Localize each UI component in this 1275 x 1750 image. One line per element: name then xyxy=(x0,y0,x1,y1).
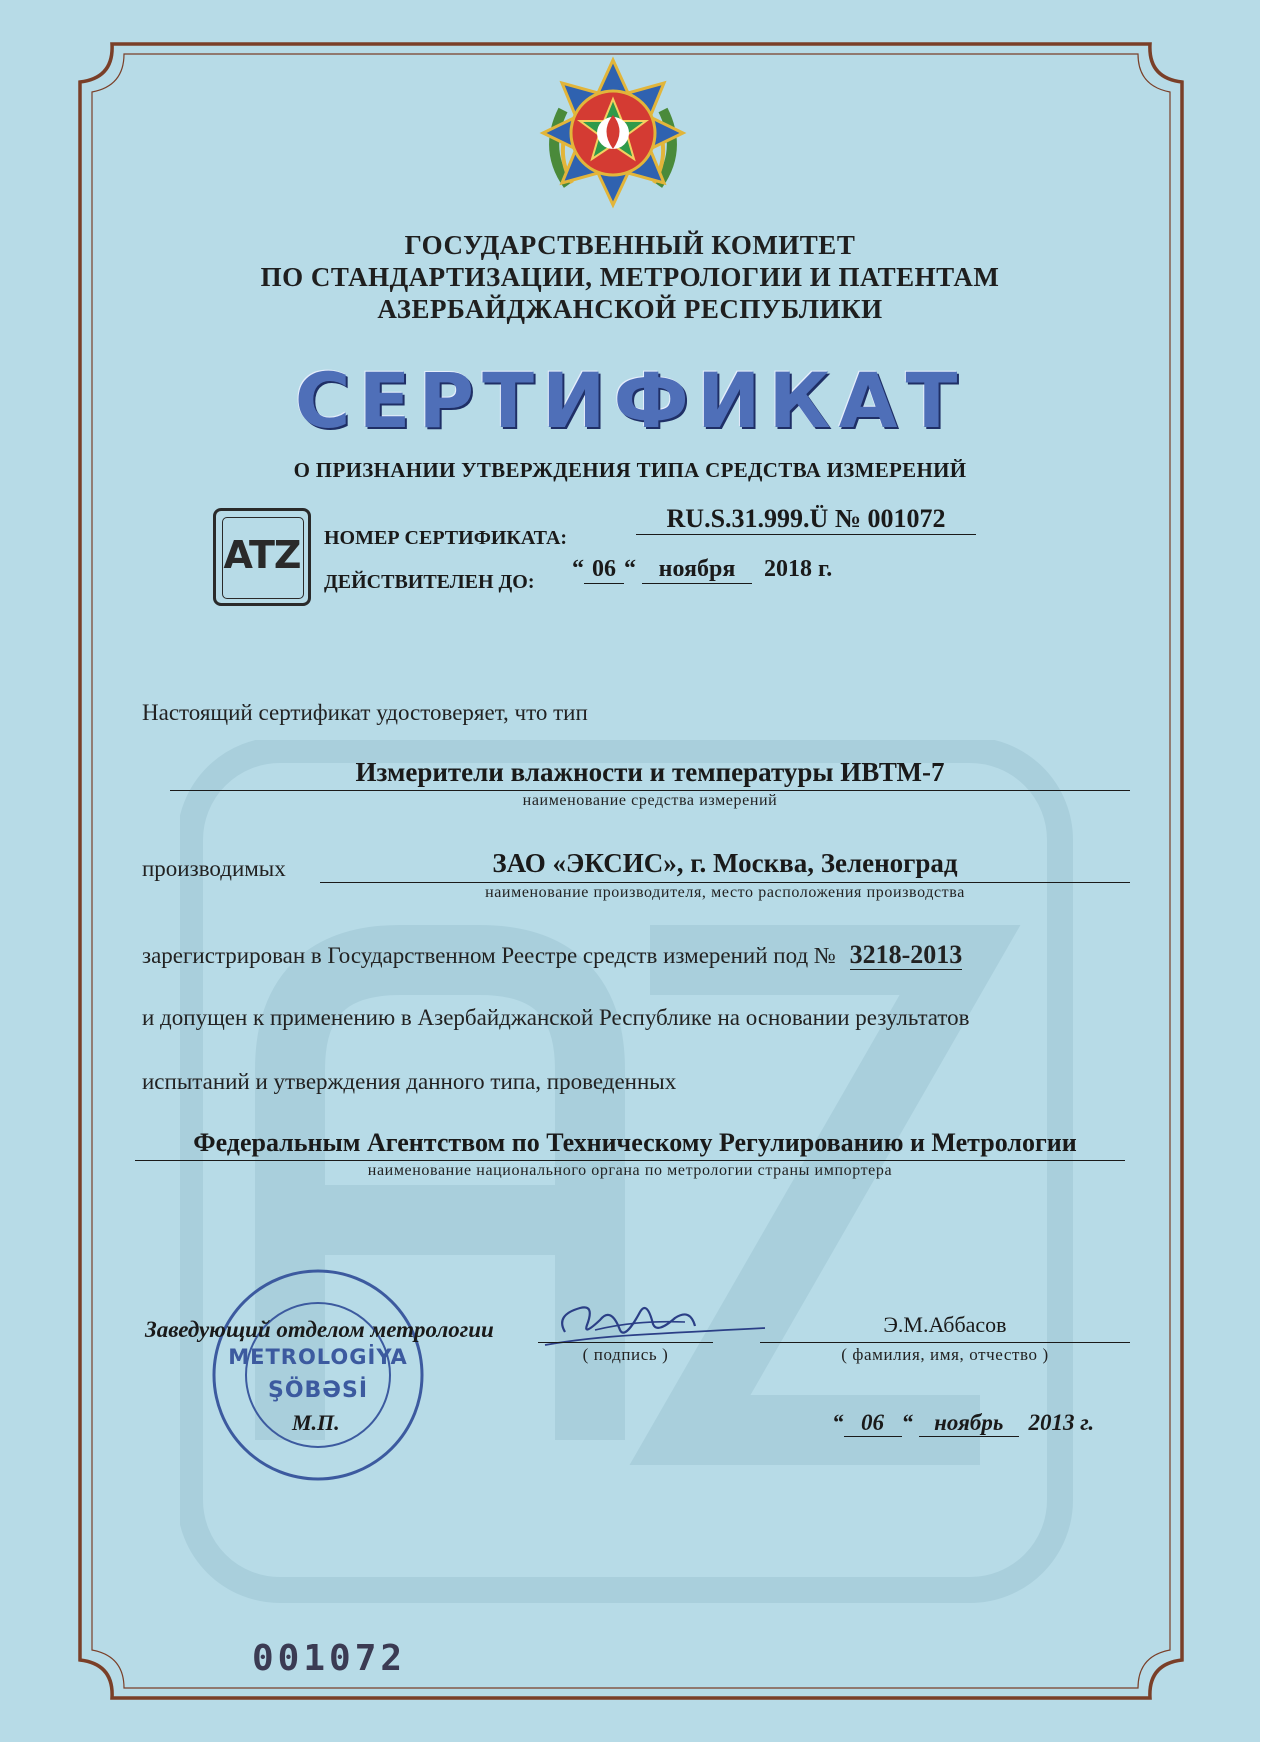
valid-day: 06 xyxy=(584,556,624,584)
valid-until-label: ДЕЙСТВИТЕЛЕН ДО: xyxy=(324,571,535,593)
signatory-position: Заведующий отделом метрологии xyxy=(145,1317,494,1342)
register-number: 3218-2013 xyxy=(849,940,963,969)
name-caption: ( фамилия, имя, отчество ) xyxy=(841,1345,1049,1364)
tests-text: испытаний и утверждения данного типа, проведенных xyxy=(142,1069,677,1094)
manufacturer: ЗАО «ЭКСИС», г. Москва, Зеленоград xyxy=(492,848,958,878)
date-year: 2013 г. xyxy=(1028,1410,1095,1435)
signatory-name: Э.М.Аббасов xyxy=(883,1312,1007,1337)
agency-name: Федеральным Агентством по Техническому Регулированию и Метрологии xyxy=(193,1128,1077,1157)
cert-number-label: НОМЕР СЕРТИФИКАТА: xyxy=(324,527,568,549)
serial-number: 001072 xyxy=(252,1638,407,1679)
name-line xyxy=(760,1342,1130,1343)
intro-text: Настоящий сертификат удостоверяет, что тип xyxy=(142,700,588,725)
manufacturer-caption: наименование производителя, место расположения производства xyxy=(485,884,965,901)
state-emblem xyxy=(538,55,688,215)
agency-caption: наименование национального органа по метрологии страны импортера xyxy=(367,1162,893,1179)
signature-caption: ( подпись ) xyxy=(582,1345,669,1364)
certificate-subtitle: О ПРИЗНАНИИ УТВЕРЖДЕНИЯ ТИПА СРЕДСТВА ИЗМЕРЕНИЙ xyxy=(293,458,967,482)
instrument-name: Измерители влажности и температуры ИВТМ-7 xyxy=(355,757,945,787)
header-line-2: ПО СТАНДАРТИЗАЦИИ, МЕТРОЛОГИИ И ПАТЕНТАМ xyxy=(260,262,1000,292)
stamp-line-1: METROLOGİYA xyxy=(228,1345,408,1369)
valid-year: 2018 г. xyxy=(764,556,833,582)
signature-line xyxy=(538,1342,713,1343)
certificate-title: СЕРТИФИКАТ xyxy=(294,356,966,445)
valid-month: ноября xyxy=(642,556,752,584)
valid-until-date: “ 06 “ ноября 2018 г. xyxy=(572,556,833,582)
atz-logo xyxy=(213,508,311,606)
produced-label: производимых xyxy=(142,856,286,881)
registered-text xyxy=(142,940,962,970)
cert-number-value: RU.S.31.999.Ü № 001072 xyxy=(636,504,976,535)
stamp-place-label: М.П. xyxy=(292,1410,340,1435)
instrument-caption: наименование средства измерений xyxy=(522,792,778,809)
header-line-1: ГОСУДАРСТВЕННЫЙ КОМИТЕТ xyxy=(404,230,856,260)
manufacturer-underline xyxy=(320,882,1130,883)
agency-underline xyxy=(135,1160,1125,1161)
atz-logo-text: ATZ xyxy=(223,533,301,577)
registered-label: зарегистрирован в Государственном Реестре средств измерений под № xyxy=(142,943,836,968)
date-month: ноябрь xyxy=(919,1410,1019,1437)
admitted-text: и допущен к применению в Азербайджанской Республике на основании результатов xyxy=(142,1005,970,1030)
signature-date: “ 06 “ ноябрь 2013 г. xyxy=(832,1410,1095,1435)
header-line-3: АЗЕРБАЙДЖАНСКОЙ РЕСПУБЛИКИ xyxy=(377,294,883,324)
instrument-underline xyxy=(170,790,1130,791)
date-day: 06 xyxy=(844,1410,902,1437)
stamp-line-2: ŞÖBƏSİ xyxy=(267,1378,369,1403)
official-stamp xyxy=(208,1265,428,1485)
